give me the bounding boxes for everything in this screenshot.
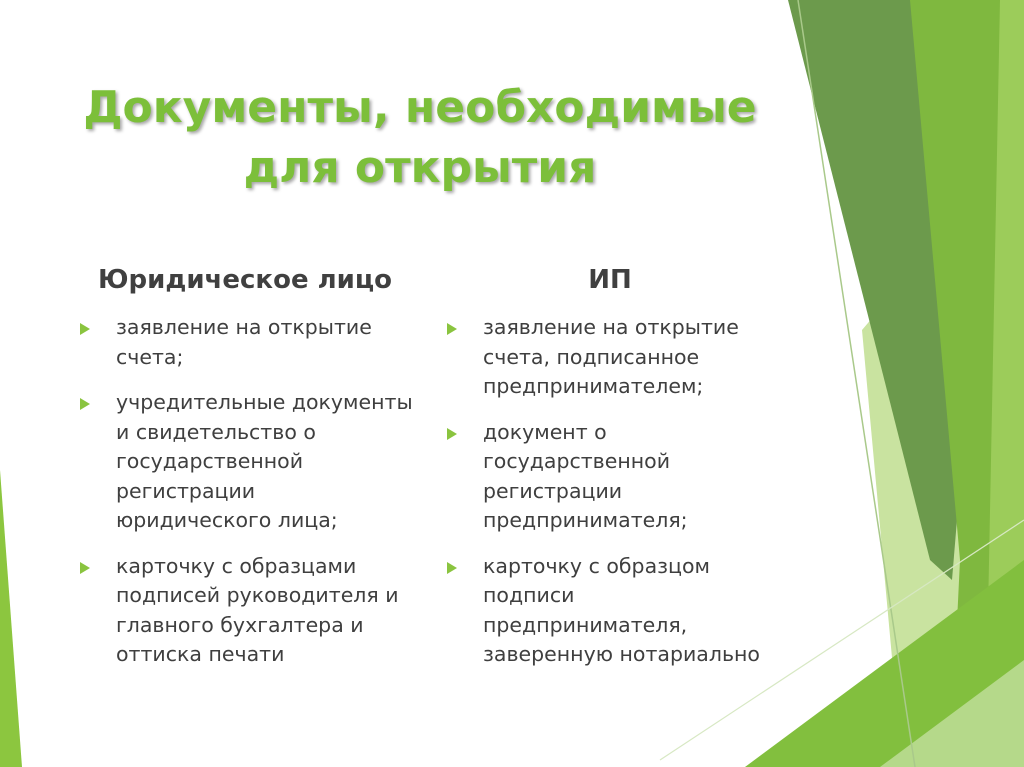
list-item: [76, 552, 416, 670]
triangle-bullet-icon: [447, 428, 457, 440]
list-item-text: карточку с образцом подписи предпринимателя, заверенную нотариально: [483, 553, 760, 666]
column-heading-legal-entity: Юридическое лицо: [97, 265, 393, 295]
list-item-text: заявление на открытие счета, подписанное предпринимателем;: [483, 315, 739, 398]
list-item: [443, 552, 783, 670]
list-item: [76, 313, 416, 372]
ip-document-list: [443, 313, 783, 686]
legal-entity-document-list: [76, 313, 416, 686]
slide-title-line-1: Документы, необходимые: [83, 82, 757, 133]
list-item-text: заявление на открытие счета;: [116, 315, 372, 369]
triangle-bullet-icon: [80, 398, 90, 410]
list-item-text: карточку с образцами подписей руководителя и главного бухгалтера и оттиска печати: [116, 553, 399, 666]
triangle-bullet-icon: [447, 323, 457, 335]
list-item-text: документ о государственной регистрации предпринимателя;: [483, 419, 688, 532]
triangle-bullet-icon: [80, 562, 90, 574]
list-item: [76, 388, 416, 536]
triangle-bullet-icon: [447, 562, 457, 574]
list-item: [443, 313, 783, 402]
column-heading-ip: ИП: [588, 265, 632, 295]
list-item-text: учредительные документы и свидетельство о государственной регистрации юридического лица;: [116, 390, 413, 532]
left-green-sliver: [0, 470, 22, 767]
triangle-bullet-icon: [80, 323, 90, 335]
slide-title-line-2: для открытия: [243, 142, 597, 193]
slide-title: [60, 78, 780, 198]
list-item: [443, 418, 783, 536]
